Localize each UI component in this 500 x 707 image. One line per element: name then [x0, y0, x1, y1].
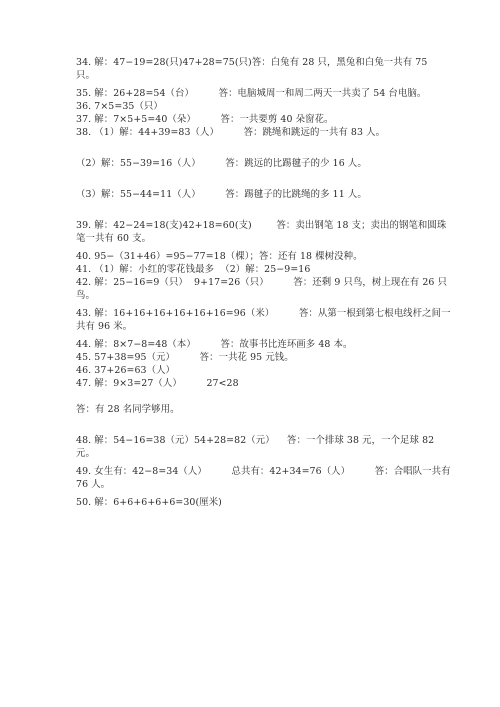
answer-36: 36. 7×5=35（只）	[76, 101, 163, 112]
answer-41: 41. （1）解：小红的零花钱最多 （2）解：25−9=16	[76, 264, 311, 275]
answer-48-line-1: 48. 解：54−16=38（元）54+28=82（元） 答：一个排球 38 元，一个足球 82	[76, 435, 435, 446]
answer-39-line-1: 39. 解：42−24=18(支)42+18=60(支) 答：卖出钢笔 18 支；卖出的钢笔和圆珠	[76, 220, 447, 231]
answer-47-line-2: 答：有 28 名同学够用。	[76, 404, 180, 415]
answer-38-part-1: 38. （1）解：44+39=83（人） 答：跳绳和跳远的一共有 83 人。	[76, 127, 386, 138]
answer-35: 35. 解：26+28=54（台） 答：电脑城周一和周二两天一共卖了 54 台电脑。	[76, 88, 427, 99]
answer-46: 46. 37+26=63（人）	[76, 365, 176, 376]
answer-49-line-1: 49. 女生有：42−8=34（人） 总共有：42+34=76（人） 答：合唱队一共有	[76, 466, 451, 477]
answer-38-part-3: （3）解：55−44=11（人） 答：踢毽子的比跳绳的多 11 人。	[76, 189, 367, 200]
answer-37: 37. 解：7×5+5=40（朵） 答：一共要剪 40 朵窗花。	[76, 114, 334, 125]
answer-list	[76, 56, 451, 509]
answer-45: 45. 57+38=95（元） 答：一共花 95 元钱。	[76, 352, 294, 363]
answer-42-line-2: 鸟。	[76, 290, 95, 301]
answer-34-line-1: 34. 解：47−19=28(只)47+28=75(只)答：白兔有 28 只，黑兔和白兔一共有 75	[76, 57, 428, 68]
answer-44: 44. 解：8×7−8=48（本） 答：故事书比连环画多 48 本。	[76, 339, 353, 350]
answer-48-line-2: 元。	[76, 448, 95, 459]
answer-43-line-2: 共有 96 米。	[76, 321, 133, 332]
answer-49-line-2: 76 人。	[76, 479, 111, 490]
answer-42-line-1: 42. 解：25−16=9（只） 9+17=26（只） 答：还剩 9 只鸟，树上现在有 26 只	[76, 277, 448, 288]
answer-39-line-2: 笔一共有 60 支。	[76, 233, 152, 244]
answer-47-line-1: 47. 解：9×3=27（人） 27<28	[76, 378, 239, 389]
answer-43-line-1: 43. 解：16+16+16+16+16+16=96（米） 答：从第一根到第七根电线杆之间一	[76, 308, 451, 319]
answer-38-part-2: （2）解：55−39=16（人） 答：跳远的比踢毽子的少 16 人。	[76, 158, 367, 169]
answer-40: 40. 95−（31+46）=95−77=18（棵）；答：还有 18 棵树没种。	[76, 251, 363, 262]
answer-34-line-2: 只。	[76, 70, 95, 81]
answer-50: 50. 解：6+6+6+6+6=30(厘米)	[76, 497, 222, 508]
